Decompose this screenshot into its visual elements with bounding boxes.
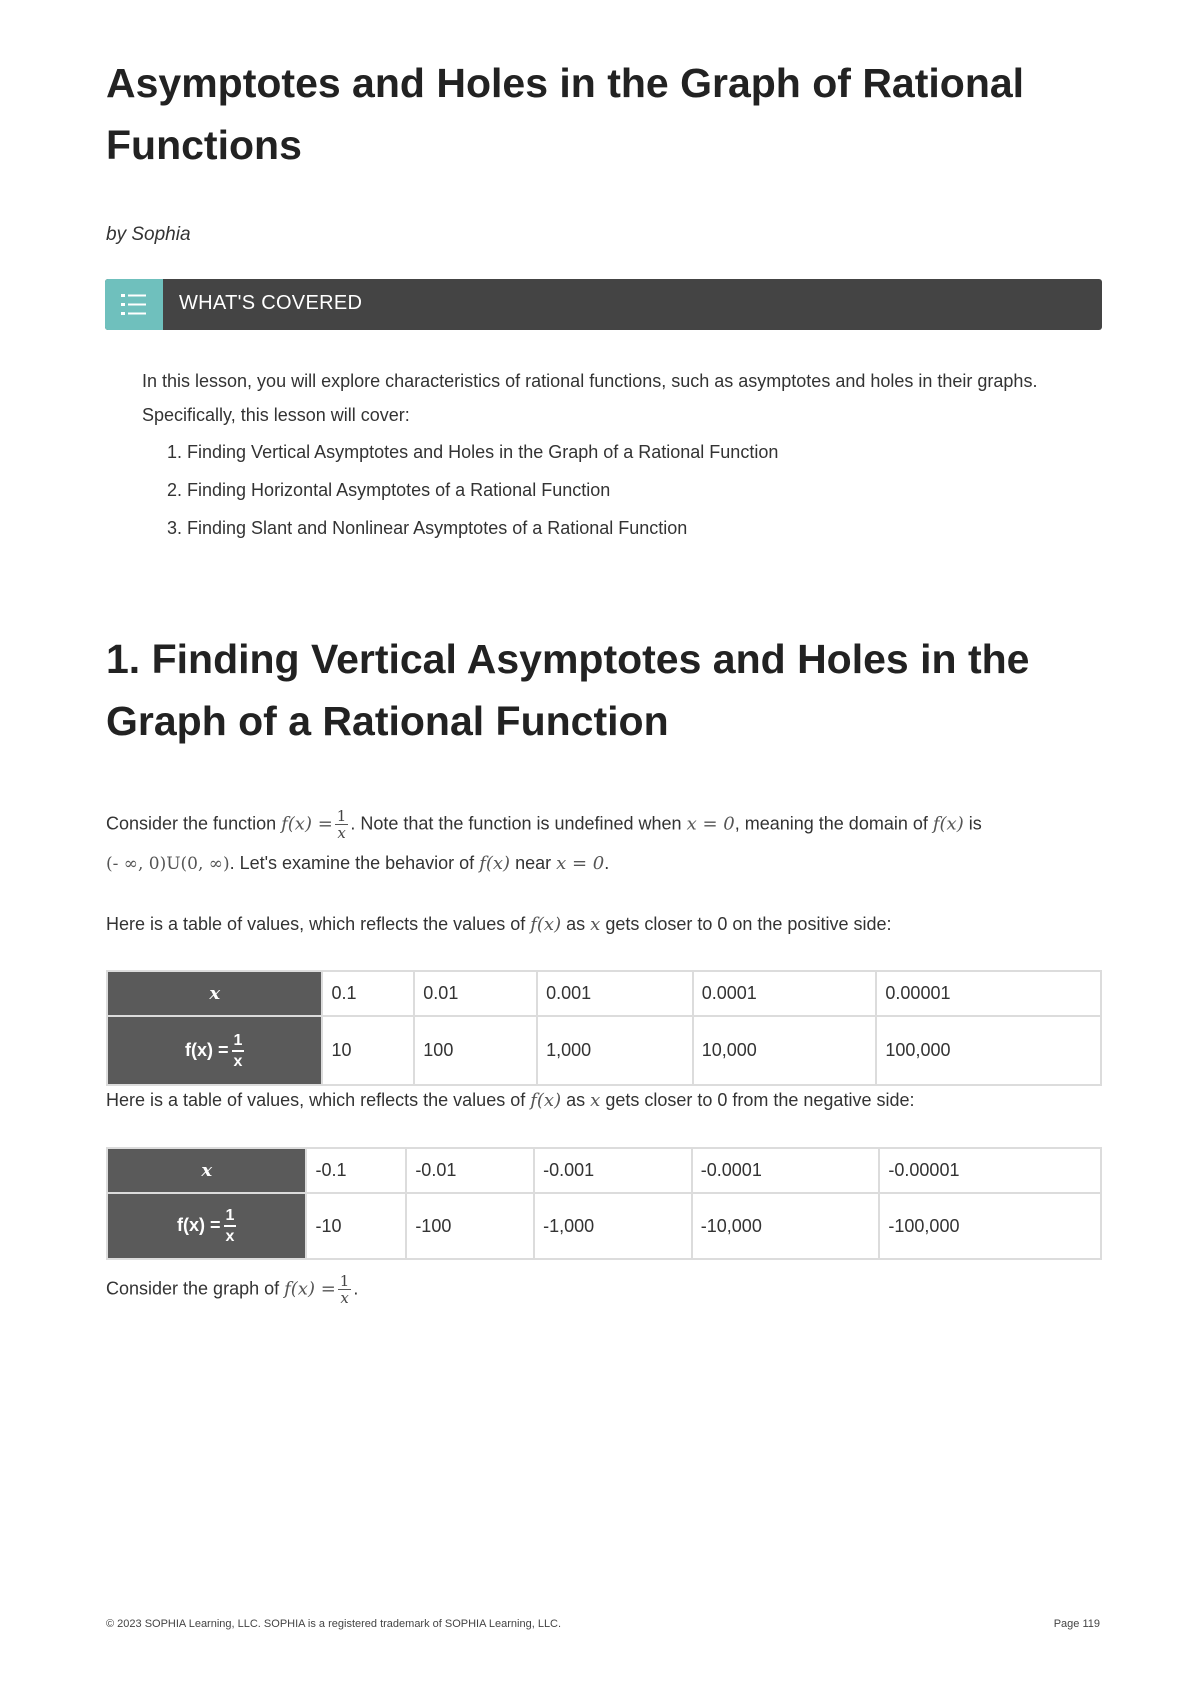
math-fx: f(x) = (281, 813, 333, 835)
math-fx: f(x) (530, 914, 562, 935)
table-cell: 10,000 (693, 1016, 877, 1085)
list-icon (105, 279, 163, 330)
table-cell: -1,000 (534, 1193, 692, 1259)
text: . (353, 1278, 359, 1299)
table-cell: -0.1 (306, 1148, 406, 1193)
table-header-fx: f(x) = $\frac{1}{x}$ (107, 1193, 306, 1259)
text: Here is a table of values, which reflects the values of (106, 1090, 526, 1110)
outline-item (142, 471, 778, 509)
fraction-numerator: 1 (339, 1272, 350, 1290)
text: . Let's examine the behavior of (229, 853, 475, 873)
outline-item (142, 433, 778, 471)
math-x-equals-0: x = 0 (556, 853, 605, 874)
table-cell: 0.01 (414, 971, 537, 1016)
section-heading: 1. Finding Vertical Asymptotes and Holes in the Graph of a Rational Function (106, 636, 1030, 744)
lesson-outline (142, 433, 778, 547)
table-cell: 0.00001 (876, 971, 1101, 1016)
table-cell: 100,000 (876, 1016, 1101, 1085)
page-title: Asymptotes and Holes in the Graph of Rational Functions (106, 60, 1025, 168)
text: gets closer to 0 on the positive side: (605, 914, 892, 934)
paragraph-positive-side (106, 914, 891, 935)
outline-text: Finding Vertical Asymptotes and Holes in the Graph of a Rational Function (187, 442, 779, 462)
outline-number: 2. (166, 480, 182, 500)
paragraph-function-intro (106, 808, 982, 841)
outline-number: 1. (166, 442, 182, 462)
table-cell: -10,000 (692, 1193, 880, 1259)
paragraph-graph-intro (106, 1273, 358, 1306)
math-x: x (590, 1090, 601, 1111)
outline-text: Finding Horizontal Asymptotes of a Rational Function (187, 480, 611, 500)
outline-item (142, 509, 778, 547)
table-row-fx (107, 1016, 1101, 1085)
math-fx: f(x) (932, 813, 964, 835)
math-x: x (590, 914, 601, 935)
text: gets closer to 0 from the negative side: (605, 1090, 915, 1110)
text: Consider the function (106, 813, 277, 834)
table-cell: 100 (414, 1016, 537, 1085)
intro-text: In this lesson, you will explore characteristics of rational functions, such as asymptotes and holes in their graphs. Specifically, this lesson will cover: (142, 371, 1038, 425)
table-row-x (107, 1148, 1101, 1193)
math-fx: f(x) (530, 1090, 562, 1111)
math-fx: f(x) = (284, 1278, 336, 1300)
table-cell: 1,000 (537, 1016, 693, 1085)
values-table-negative (106, 1147, 1102, 1260)
values-table-positive (106, 970, 1102, 1086)
table-cell: -0.0001 (692, 1148, 880, 1193)
math-fraction (335, 808, 349, 841)
table-cell: 0.1 (322, 971, 414, 1016)
table-cell: 0.0001 (693, 971, 877, 1016)
table-cell: 0.001 (537, 971, 693, 1016)
table-cell: -100,000 (879, 1193, 1101, 1259)
text: Consider the graph of (106, 1278, 280, 1299)
text: as (566, 914, 586, 934)
table-header-x: x (107, 971, 322, 1016)
table-row-x (107, 971, 1101, 1016)
text: , meaning the domain of (734, 813, 928, 834)
outline-number: 3. (166, 518, 182, 538)
table-cell: -0.00001 (879, 1148, 1101, 1193)
table-header-fx: f(x) = $\frac{1}{x}$ (107, 1016, 322, 1085)
fraction-denominator: x (340, 1289, 349, 1307)
text: . Note that the function is undefined when (350, 813, 682, 834)
table-cell: -0.001 (534, 1148, 692, 1193)
math-domain: (- ∞, 0)U(0, ∞) (106, 854, 230, 874)
table-header-x: x (107, 1148, 306, 1193)
outline-text: Finding Slant and Nonlinear Asymptotes of a Rational Function (187, 518, 688, 538)
text: . (604, 853, 610, 873)
text: as (566, 1090, 586, 1110)
text: near (515, 853, 552, 873)
table-row-fx (107, 1193, 1101, 1259)
table-cell: -0.01 (406, 1148, 534, 1193)
math-fraction (338, 1273, 352, 1306)
table-cell: 10 (322, 1016, 414, 1085)
paragraph-negative-side (106, 1090, 914, 1111)
fraction-numerator: 1 (336, 807, 347, 825)
table-cell: -10 (306, 1193, 406, 1259)
fraction-denominator: x (337, 824, 346, 842)
paragraph-domain-line (106, 853, 609, 874)
footer-page-number: Page 119 (1053, 1618, 1100, 1630)
footer-copyright: © 2023 SOPHIA Learning, LLC. SOPHIA is a registered trademark of SOPHIA Learning, LLC. (106, 1618, 562, 1630)
whats-covered-banner (105, 279, 1102, 330)
math-x-equals-0: x = 0 (686, 813, 735, 835)
math-fx: f(x) (479, 853, 511, 874)
text: Here is a table of values, which reflects the values of (106, 914, 526, 934)
text: is (968, 813, 982, 834)
table-cell: -100 (406, 1193, 534, 1259)
byline: by Sophia (106, 224, 191, 245)
whats-covered-label: WHAT'S COVERED (179, 292, 363, 314)
